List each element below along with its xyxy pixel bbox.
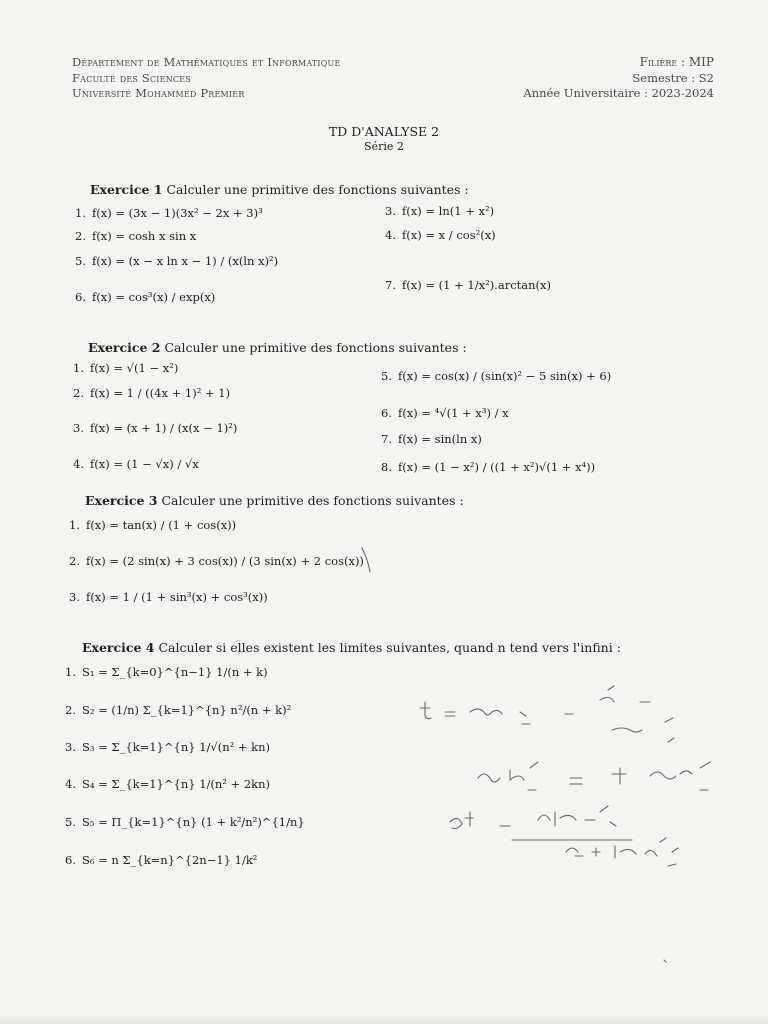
exercise-2-label: Exercice 2 <box>88 340 161 355</box>
exercise-1-label: Exercice 1 <box>90 182 163 197</box>
ex4-item-1: 1. S₁ = Σ_{k=0}^{n−1} 1/(n + k) <box>65 665 268 679</box>
filiere-line: Filière : MIP <box>639 55 714 69</box>
pen-dot <box>664 960 666 962</box>
exercise-3-label: Exercice 3 <box>85 493 158 508</box>
exercise-4-text: Calculer si elles existent les limites suivantes, quand n tend vers l'infini : <box>158 640 621 655</box>
exercise-2-text: Calculer une primitive des fonctions suivantes : <box>164 340 467 355</box>
title-main: TD D'ANALYSE 2 <box>328 124 440 139</box>
department-line: Département de Mathématiques et Informatique <box>72 55 341 69</box>
ex2-item-1: 1. f(x) = √(1 − x²) <box>73 361 179 375</box>
ex2-item-2: 2. f(x) = 1 / ((4x + 1)² + 1) <box>73 386 231 400</box>
ex2-item-4: 4. f(x) = (1 − √x) / √x <box>73 457 199 471</box>
ex2-item-3: 3. f(x) = (x + 1) / (x(x − 1)²) <box>73 421 238 435</box>
university-line: Université Mohammed Premier <box>72 86 245 100</box>
ex3-item-3: 3. f(x) = 1 / (1 + sin³(x) + cos³(x)) <box>69 590 268 604</box>
exercise-4-label: Exercice 4 <box>82 640 155 655</box>
ex1-item-5: 5. f(x) = (x − x ln x − 1) / (x(ln x)²) <box>75 254 279 268</box>
handwritten-formula-1 <box>420 686 674 742</box>
ex1-item-7: 7. f(x) = (1 + 1/x²).arctan(x) <box>385 278 551 292</box>
ex2-item-5: 5. f(x) = cos(x) / (sin(x)² − 5 sin(x) + 6) <box>381 369 612 383</box>
exercise-1-text: Calculer une primitive des fonctions suivantes : <box>166 182 469 197</box>
exercise-3-text: Calculer une primitive des fonctions suivantes : <box>161 493 464 508</box>
ex2-item-8: 8. f(x) = (1 − x²) / ((1 + x²)√(1 + x⁴)) <box>381 460 596 474</box>
faculty-line: Faculté des Sciences <box>72 70 191 85</box>
ex4-item-2: 2. S₂ = (1/n) Σ_{k=1}^{n} n²/(n + k)² <box>65 703 292 717</box>
scan-edge <box>0 1016 768 1024</box>
semestre-line: Semestre : S2 <box>632 70 714 85</box>
ex1-item-2: 2. f(x) = cosh x sin x <box>75 229 197 243</box>
handwritten-formula-2 <box>478 762 710 790</box>
ex4-item-6: 6. S₆ = n Σ_{k=n}^{2n−1} 1/k² <box>65 853 258 867</box>
handwritten-formula-3 <box>450 806 678 866</box>
ex3-item-2: 2. f(x) = (2 sin(x) + 3 cos(x)) / (3 sin(x) + 2 cos(x)) <box>69 554 364 568</box>
ex2-item-7: 7. f(x) = sin(ln x) <box>381 432 482 446</box>
ex2-item-6: 6. f(x) = ⁴√(1 + x³) / x <box>381 406 509 420</box>
ex4-item-5: 5. S₅ = Π_{k=1}^{n} (1 + k²/n²)^{1/n} <box>65 815 305 829</box>
ex1-item-6: 6. f(x) = cos³(x) / exp(x) <box>75 290 216 304</box>
annee-line: Année Universitaire : 2023-2024 <box>523 86 714 100</box>
ex4-item-3: 3. S₃ = Σ_{k=1}^{n} 1/√(n² + kn) <box>65 740 271 754</box>
ex1-item-4: 4. f(x) = x / cos²(x) <box>385 228 496 242</box>
ex1-item-1: 1. f(x) = (3x − 1)(3x² − 2x + 3)³ <box>75 206 263 220</box>
title-serie: Série 2 <box>364 140 404 153</box>
pen-stroke <box>362 548 370 572</box>
ex3-item-1: 1. f(x) = tan(x) / (1 + cos(x)) <box>69 518 237 532</box>
ex1-item-3: 3. f(x) = ln(1 + x²) <box>385 204 495 218</box>
ex4-item-4: 4. S₄ = Σ_{k=1}^{n} 1/(n² + 2kn) <box>65 777 271 791</box>
